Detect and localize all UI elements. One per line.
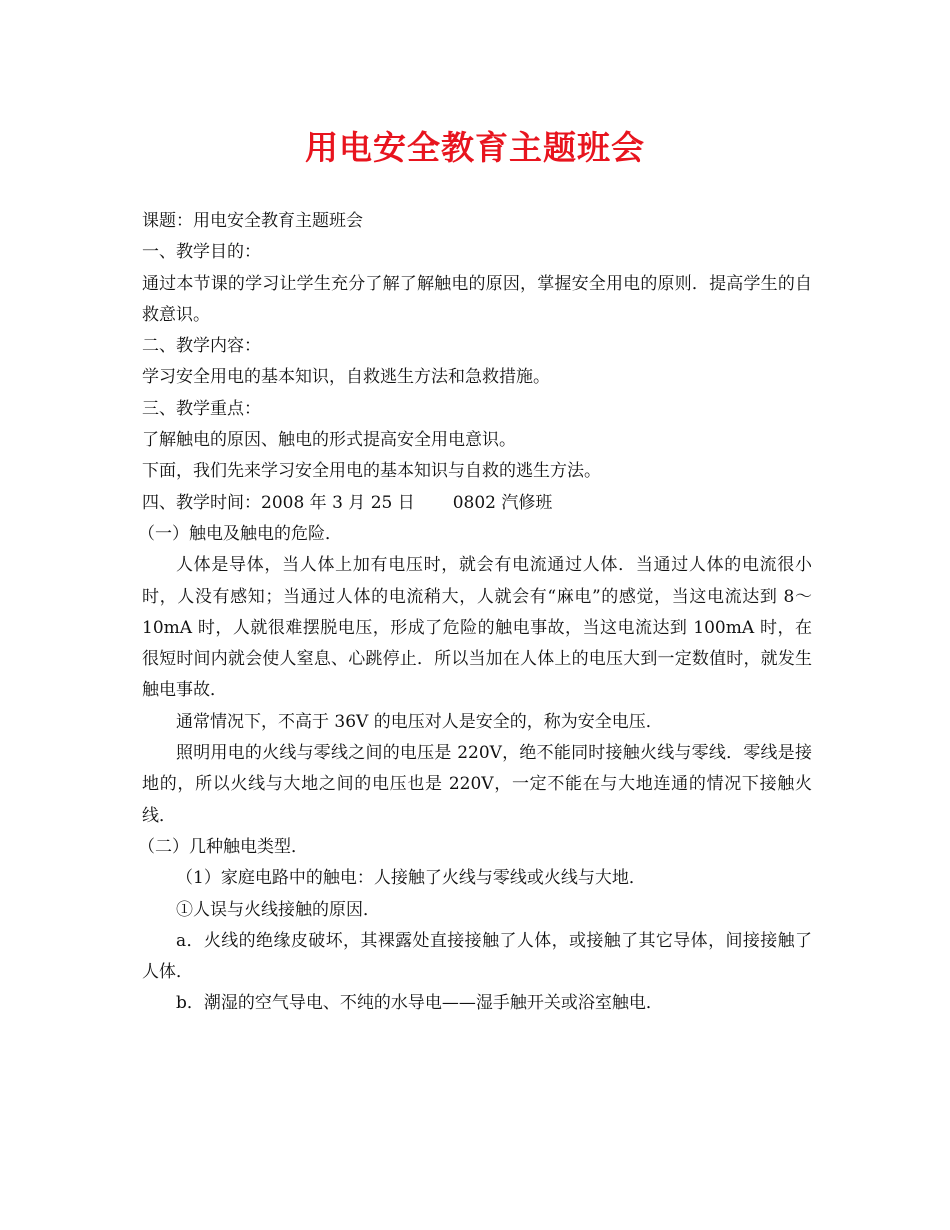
section-1-heading: （一）触电及触电的危险．: [138, 523, 342, 544]
intro-line: 下面，我们先来学习安全用电的基本知识与自救的逃生方法。: [142, 461, 601, 482]
heading-teaching-content: 二、教学内容：: [142, 336, 261, 357]
document-title: 用电安全教育主题班会: [305, 128, 645, 167]
teaching-time-label: 四、教学时间：2008 年 3 月 25 日: [142, 492, 415, 513]
heading-teaching-goal: 一、教学目的：: [142, 242, 261, 263]
section-2-item-3: a．火线的绝缘皮破坏，其裸露处直接接触了人体，或接触了其它导体，间接接触了人体．: [142, 930, 812, 983]
section-1-paragraph-1: 人体是导体，当人体上加有电压时，就会有电流通过人体．当通过人体的电流很小时，人没有感知；当通过人体的电流稍大，人就会有“麻电”的感觉，当这电流达到 8～10mA 时，人就很难摆脱电压，形成了危险的触电事故，当这电流达到 100mA 时，在很短时间内就会使人窒息、心跳停止．所以当加在人体上的电压大到一定数值时，就发生触电事故．: [142, 555, 812, 701]
teaching-content-text: 学习安全用电的基本知识，自救逃生方法和急救措施。: [142, 367, 550, 388]
heading-teaching-focus: 三、教学重点：: [142, 398, 261, 419]
class-name: 0802 汽修班: [452, 492, 553, 513]
section-1-paragraph-2: 通常情况下，不高于 36V 的电压对人是安全的，称为安全电压．: [176, 711, 663, 732]
section-1-paragraph-3: 照明用电的火线与零线之间的电压是 220V，绝不能同时接触火线与零线．零线是接地的，所以火线与大地之间的电压也是 220V，一定不能在与大地连通的情况下接触火线．: [142, 743, 812, 826]
teaching-time-line: [142, 488, 812, 519]
document-body: [138, 206, 812, 1020]
section-2-item-4: b．潮湿的空气导电、不纯的水导电——湿手触开关或浴室触电．: [176, 993, 663, 1014]
topic-line: 课题：用电安全教育主题班会: [142, 211, 363, 231]
teaching-goal-text: 通过本节课的学习让学生充分了解了解触电的原因，掌握安全用电的原则．提高学生的自救意识。: [142, 273, 812, 325]
section-2-item-1: （1）家庭电路中的触电：人接触了火线与零线或火线与大地．: [176, 868, 646, 889]
section-2-item-2: ①人误与火线接触的原因．: [176, 899, 380, 920]
teaching-focus-text: 了解触电的原因、触电的形式提高安全用电意识。: [142, 430, 516, 451]
section-2-heading: （二）几种触电类型．: [138, 836, 308, 857]
